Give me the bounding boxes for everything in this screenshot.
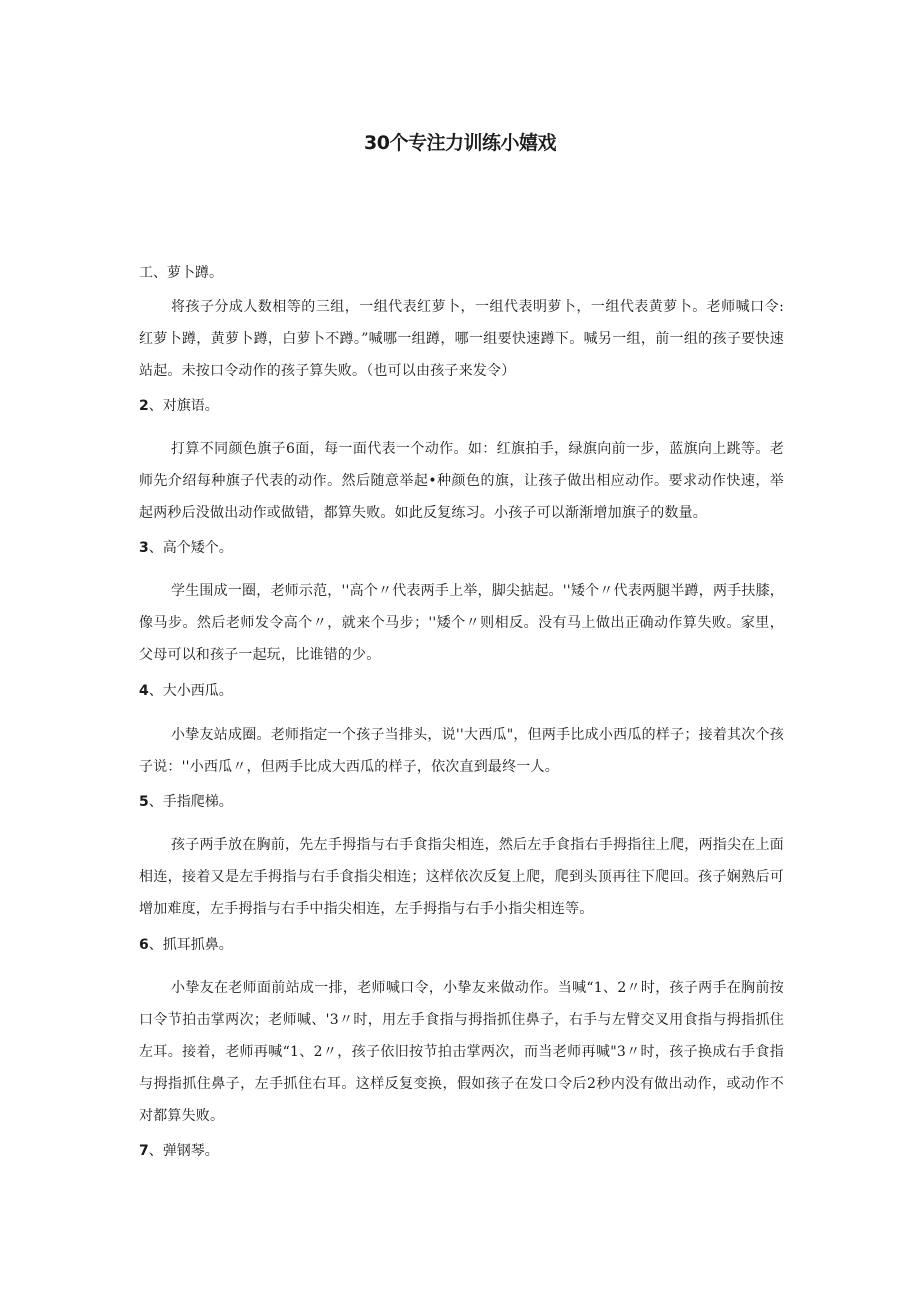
section-heading-5 bbox=[139, 792, 233, 812]
section-heading-2 bbox=[139, 396, 219, 416]
section-body-5: 孩子两手放在胸前，先左手拇指与右手食指尖相连，然后左手食指右手拇指往上爬，两指尖在上面相连，接着又是左手拇指与右手食指尖相连；这样依次反复上爬，爬到头顶再往下爬回。孩子娴熟后可增加难度，左手拇指与右手中指尖相连，左手拇指与右手小指尖相连等。 bbox=[139, 837, 784, 917]
section-body-6: 小挚友在老师面前站成一排，老师喊口令，小挚友来做动作。当喊“1、2〃时，孩子两手在胸前按口令节拍击掌两次；老师喊、'3〃时，用左手食指与拇指抓住鼻子，右手与左臂交叉用食指与拇指抓住左耳。接着，老师再喊“1、2〃，孩子依旧按节拍击掌两次，而当老师再喊"3〃时，孩子换成右手食指与拇指抓住鼻子，左手抓住右耳。这样反复变换，假如孩子在发口令后2秒内没有做出动作，或动作不对都算失败。 bbox=[139, 980, 784, 1124]
section-heading-4 bbox=[139, 681, 233, 701]
section-body-2: 打算不同颜色旗子6面，每一面代表一个动作。如：红旗拍手，绿旗向前一步，蓝旗向上跳等。老师先介绍每种旗子代表的动作。然后随意举起•种颜色的旗，让孩子做出相应动作。要求动作快速，举起两秒后没做出动作或做错，都算失败。如此反复练习。小孩子可以渐渐增加旗子的数量。 bbox=[139, 441, 784, 521]
section-heading-3 bbox=[139, 538, 233, 558]
section-number: 3 bbox=[139, 540, 149, 556]
section-title: 、抓耳抓鼻。 bbox=[148, 937, 233, 953]
section-title: 、大小西瓜。 bbox=[148, 683, 233, 699]
section-title: 、高个矮个。 bbox=[148, 540, 233, 556]
section-body-3: 学生围成一圈，老师示范，''高个〃代表两手上举，脚尖掂起。''矮个〃代表两腿半蹲，两手扶膝，像马步。然后老师发令高个〃，就来个马步；''矮个〃则相反。没有马上做出正确动作算失败。家里，父母可以和孩子一起玩，比谁错的少。 bbox=[139, 583, 784, 663]
section-heading-7 bbox=[139, 1141, 219, 1161]
section-number: 5 bbox=[139, 794, 149, 810]
page-title: 30个专注力训练小嬉戏 bbox=[364, 132, 556, 154]
section-heading-6 bbox=[139, 935, 233, 955]
section-number: 6 bbox=[139, 937, 149, 953]
section-title: 、手指爬梯。 bbox=[148, 794, 233, 810]
section-number: 2 bbox=[139, 398, 149, 414]
section-title: 、弹钢琴。 bbox=[148, 1143, 219, 1159]
section-title: 、萝卜蹲。 bbox=[153, 265, 223, 281]
section-heading-1 bbox=[139, 263, 223, 283]
section-body-1: 将孩子分成人数相等的三组，一组代表红萝卜，一组代表明萝卜，一组代表黄萝卜。老师喊口令:红萝卜蹲，黄萝卜蹲，白萝卜不蹲。”喊哪一组蹲，哪一组要快速蹲下。喊另一组，前一组的孩子要快速站起。未按口令动作的孩子算失败。（也可以由孩子来发令） bbox=[139, 299, 784, 379]
section-title: 、对旗语。 bbox=[148, 398, 219, 414]
section-number: 7 bbox=[139, 1143, 149, 1159]
section-number: 4 bbox=[139, 683, 149, 699]
section-number: 工 bbox=[139, 265, 153, 281]
section-body-4: 小挚友站成圈。老师指定一个孩子当排头，说''大西瓜"，但两手比成小西瓜的样子；接着其次个孩子说：''小西瓜〃，但两手比成大西瓜的样子，依次直到最终一人。 bbox=[139, 727, 784, 775]
